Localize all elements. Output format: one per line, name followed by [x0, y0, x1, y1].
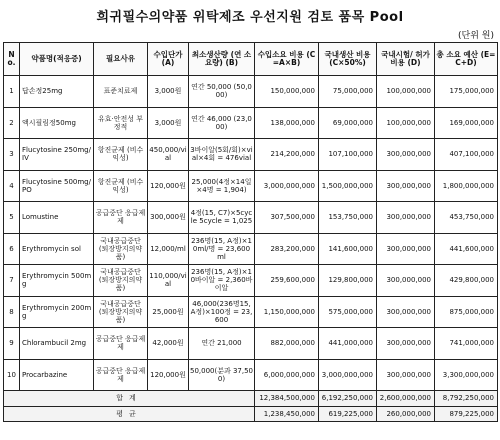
header-no: No.: [4, 43, 20, 76]
cell-total: 407,100,000: [435, 139, 498, 171]
sum-row: [4, 391, 498, 407]
table-row: [4, 139, 498, 171]
table-row: [4, 233, 498, 265]
cell-drug: Erythromycin 200mg: [20, 296, 94, 328]
cell-test: 300,000,000: [377, 328, 435, 360]
cell-drug: Flucytosine 500mg/PO: [20, 170, 94, 202]
header-drug: 약품명(적응증): [20, 43, 94, 76]
cell-import: 138,000,000: [255, 107, 319, 139]
cell-no: 8: [4, 296, 20, 328]
cell-drug: Flucytosine 250mg/IV: [20, 139, 94, 171]
cell-qty: 4정(15, C7)×5cycle 5cycle = 1,025: [189, 202, 255, 234]
cell-drug: Erythromycin 500mg: [20, 265, 94, 297]
cell-drug: 액시필림정50mg: [20, 107, 94, 139]
cell-price: 300,000원: [148, 202, 189, 234]
cell-reason: 항진균제 (비수익성): [94, 170, 148, 202]
header-price: 수입단가 (A): [148, 43, 189, 76]
table-row: [4, 296, 498, 328]
cell-test: 300,000,000: [377, 359, 435, 391]
unit-note: (단위 원): [458, 31, 494, 41]
cell-drug: Chlorambucil 2mg: [20, 328, 94, 360]
cell-reason: 공급중단 응급제제: [94, 328, 148, 360]
cell-total: 875,000,000: [435, 296, 498, 328]
cell-drug: Lomustine: [20, 202, 94, 234]
cell-domestic: 575,000,000: [319, 296, 377, 328]
cell-test: 300,000,000: [377, 296, 435, 328]
cell-no: 3: [4, 139, 20, 171]
table-row: [4, 76, 498, 108]
cell-no: 7: [4, 265, 20, 297]
page-title: 희귀필수의약품 위탁제조 우선지원 검토 품목 Pool: [96, 10, 404, 25]
cell-total: 741,000,000: [435, 328, 498, 360]
cell-drug: Procarbazine: [20, 359, 94, 391]
cell-domestic: 75,000,000: [319, 76, 377, 108]
cell-qty: 연간 50,000 (50,000): [189, 76, 255, 108]
cell-qty: 236명(15, A정)×10ml/명 = 23,600ml: [189, 233, 255, 265]
cell-reason: 국내공급중단 (퇴장방지의약품): [94, 265, 148, 297]
cell-reason: 공급중단 응급제제: [94, 359, 148, 391]
cell-total: 169,000,000: [435, 107, 498, 139]
drug-pool-table: [3, 42, 498, 422]
cell-import: 150,000,000: [255, 76, 319, 108]
cell-import: 6,000,000,000: [255, 359, 319, 391]
header-import: 수입소요 비용 (C=A×B): [255, 43, 319, 76]
cell-test: 300,000,000: [377, 233, 435, 265]
header-test: 국내시험/ 허가비용 (D): [377, 43, 435, 76]
cell-no: 2: [4, 107, 20, 139]
cell-domestic: 3,000,000,000: [319, 359, 377, 391]
table-row: [4, 265, 498, 297]
sum-import: 12,384,500,000: [255, 391, 319, 407]
cell-domestic: 107,100,000: [319, 139, 377, 171]
cell-no: 5: [4, 202, 20, 234]
header-total: 총 소요 예산 (E=C+D): [435, 43, 498, 76]
sum-test: 2,600,000,000: [377, 391, 435, 407]
cell-test: 100,000,000: [377, 76, 435, 108]
cell-price: 450,000/vial: [148, 139, 189, 171]
cell-test: 300,000,000: [377, 170, 435, 202]
cell-total: 429,800,000: [435, 265, 498, 297]
cell-no: 1: [4, 76, 20, 108]
avg-total: 879,225,000: [435, 406, 498, 422]
cell-domestic: 69,000,000: [319, 107, 377, 139]
cell-drug: 답손정25mg: [20, 76, 94, 108]
cell-reason: 국내공급중단 (퇴장방지의약품): [94, 296, 148, 328]
header-reason: 필요사유: [94, 43, 148, 76]
cell-total: 175,000,000: [435, 76, 498, 108]
cell-total: 441,600,000: [435, 233, 498, 265]
header-domestic: 국내생산 비용 (C×50%): [319, 43, 377, 76]
sum-total: 8,792,250,000: [435, 391, 498, 407]
avg-domestic: 619,225,000: [319, 406, 377, 422]
cell-import: 283,200,000: [255, 233, 319, 265]
avg-import: 1,238,450,000: [255, 406, 319, 422]
cell-test: 300,000,000: [377, 139, 435, 171]
table-row: [4, 359, 498, 391]
header-qty: 최소생산량 (연 소요량) (B): [189, 43, 255, 76]
cell-price: 3,000원: [148, 76, 189, 108]
cell-import: 3,000,000,000: [255, 170, 319, 202]
table-row: [4, 202, 498, 234]
cell-domestic: 153,750,000: [319, 202, 377, 234]
cell-reason: 국내공급중단 (퇴장방지의약품): [94, 233, 148, 265]
cell-test: 300,000,000: [377, 202, 435, 234]
cell-no: 4: [4, 170, 20, 202]
cell-price: 42,000원: [148, 328, 189, 360]
cell-qty: 46,000(236명15, A정)×100정 = 23,600: [189, 296, 255, 328]
cell-qty: 3바이알(5회/회)×vial×4회 = 476vial: [189, 139, 255, 171]
avg-row: [4, 406, 498, 422]
header-row: [4, 43, 498, 76]
cell-no: 10: [4, 359, 20, 391]
cell-total: 1,800,000,000: [435, 170, 498, 202]
cell-qty: 25,000(4정×14일 ×4명 = 1,904): [189, 170, 255, 202]
cell-domestic: 129,800,000: [319, 265, 377, 297]
cell-reason: 공급중단 응급제제: [94, 202, 148, 234]
cell-reason: 표준치료제: [94, 76, 148, 108]
cell-drug: Erythromycin sol: [20, 233, 94, 265]
avg-label: 평균: [4, 406, 255, 422]
cell-price: 3,000원: [148, 107, 189, 139]
cell-import: 882,000,000: [255, 328, 319, 360]
cell-total: 3,300,000,000: [435, 359, 498, 391]
cell-test: 100,000,000: [377, 107, 435, 139]
cell-no: 6: [4, 233, 20, 265]
sum-domestic: 6,192,250,000: [319, 391, 377, 407]
sum-label: 합계: [4, 391, 255, 407]
cell-price: 110,000/vial: [148, 265, 189, 297]
cell-price: 120,000원: [148, 170, 189, 202]
cell-no: 9: [4, 328, 20, 360]
avg-test: 260,000,000: [377, 406, 435, 422]
cell-qty: 연간 46,000 (23,000): [189, 107, 255, 139]
cell-domestic: 141,600,000: [319, 233, 377, 265]
cell-price: 12,000/ml: [148, 233, 189, 265]
cell-reason: 유효·안전성 부정적: [94, 107, 148, 139]
table-row: [4, 107, 498, 139]
table-row: [4, 328, 498, 360]
cell-reason: 항진균제 (비수익성): [94, 139, 148, 171]
cell-import: 307,500,000: [255, 202, 319, 234]
cell-import: 214,200,000: [255, 139, 319, 171]
cell-import: 1,150,000,000: [255, 296, 319, 328]
cell-price: 120,000원: [148, 359, 189, 391]
cell-price: 25,000원: [148, 296, 189, 328]
cell-total: 453,750,000: [435, 202, 498, 234]
cell-qty: 236명(15, A정)×10바이알 = 2,360바이알: [189, 265, 255, 297]
cell-qty: 연간 21,000: [189, 328, 255, 360]
table-row: [4, 170, 498, 202]
cell-test: 300,000,000: [377, 265, 435, 297]
cell-import: 259,600,000: [255, 265, 319, 297]
cell-domestic: 1,500,000,000: [319, 170, 377, 202]
cell-domestic: 441,000,000: [319, 328, 377, 360]
cell-qty: 50,000(분과 37,500): [189, 359, 255, 391]
